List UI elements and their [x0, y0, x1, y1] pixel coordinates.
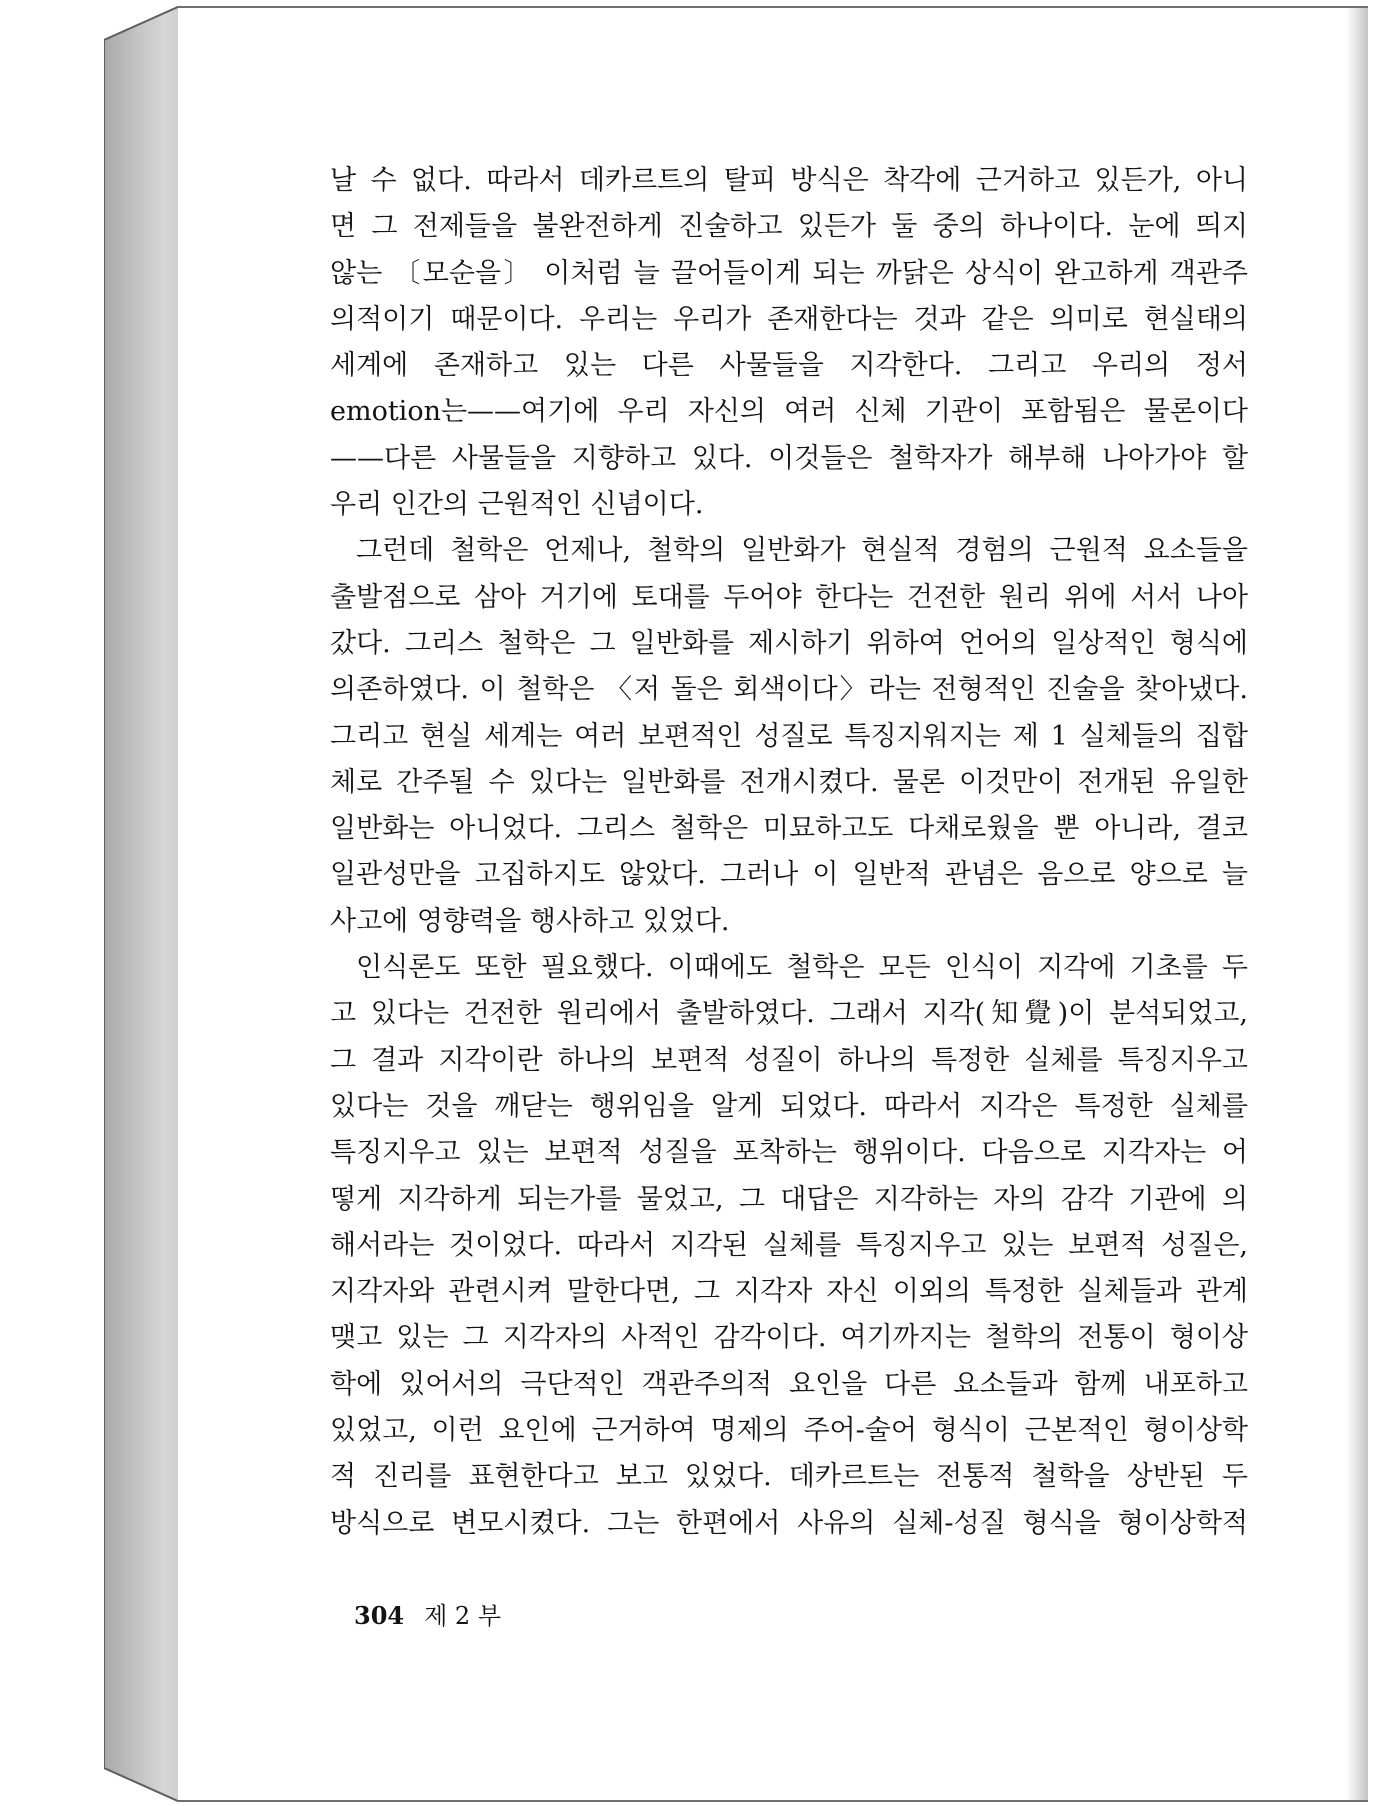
- text-line: 맺고 있는 그 지각자의 사적인 감각이다. 여기까지는 철학의 전통이 형이상: [330, 1322, 1248, 1354]
- book-page: [178, 6, 1368, 1802]
- section-label: 제 2 부: [424, 1602, 502, 1630]
- text-line: 체로 간주될 수 있다는 일반화를 전개시켰다. 물론 이것만이 전개된 유일한: [330, 766, 1248, 798]
- text-line: 있었고, 이런 요인에 근거하여 명제의 주어-술어 형식이 근본적인 형이상학: [330, 1415, 1248, 1447]
- text-line: 날 수 없다. 따라서 데카르트의 탈피 방식은 착각에 근거하고 있든가, 아니: [330, 165, 1248, 196]
- text-line: 그런데 철학은 언제나, 철학의 일반화가 현실적 경험의 근원적 요소들을: [356, 535, 1248, 567]
- page-number: 304: [354, 1601, 405, 1630]
- text-line: ——다른 사물들을 지향하고 있다. 이것들은 철학자가 해부해 나아가야 할: [330, 442, 1248, 474]
- text-line: 지각자와 관련시켜 말한다면, 그 지각자 자신 이외의 특정한 실체들과 관계: [330, 1276, 1248, 1308]
- text-line: emotion는——여기에 우리 자신의 여러 신체 기관이 포함됨은 물론이다: [330, 396, 1248, 428]
- text-line: 세계에 존재하고 있는 다른 사물들을 지각한다. 그리고 우리의 정서: [330, 350, 1248, 382]
- text-line: 특징지우고 있는 보편적 성질을 포착하는 행위이다. 다음으로 지각자는 어: [330, 1137, 1248, 1169]
- text-line: 그리고 현실 세계는 여러 보편적인 성질로 특징지워지는 제 1 실체들의 집합: [330, 720, 1248, 752]
- page-edge-shadow: [1346, 8, 1368, 1800]
- text-line: 면 그 전제들을 불완전하게 진술하고 있든가 둘 중의 하나이다. 눈에 띄지: [330, 211, 1248, 243]
- text-line: 방식으로 변모시켰다. 그는 한편에서 사유의 실체-성질 형식을 형이상학적: [330, 1507, 1248, 1539]
- text-line: 인식론도 또한 필요했다. 이때에도 철학은 모든 인식이 지각에 기초를 두: [356, 952, 1248, 984]
- text-line: 적 진리를 표현한다고 보고 있었다. 데카르트는 전통적 철학을 상반된 두: [330, 1461, 1248, 1493]
- body-text: [330, 158, 1248, 1547]
- text-line: 학에 있어서의 극단적인 객관주의적 요인을 다른 요소들과 함께 내포하고: [330, 1368, 1248, 1400]
- text-line: 고 있다는 건전한 원리에서 출발하였다. 그래서 지각(知覺)이 분석되었고,: [330, 998, 1248, 1030]
- book-spine: [104, 6, 180, 1802]
- text-line: 일관성만을 고집하지도 않았다. 그러나 이 일반적 관념은 음으로 양으로 늘: [330, 859, 1248, 891]
- text-line: 의존하였다. 이 철학은 〈저 돌은 회색이다〉라는 전형적인 진술을 찾아냈다.: [330, 674, 1248, 706]
- text-line: 있다는 것을 깨닫는 행위임을 알게 되었다. 따라서 지각은 특정한 실체를: [330, 1090, 1248, 1122]
- text-line: 사고에 영향력을 행사하고 있었다.: [330, 905, 730, 937]
- text-line: 일반화는 아니었다. 그리스 철학은 미묘하고도 다채로웠을 뿐 아니라, 결코: [330, 813, 1248, 845]
- page-footer: [354, 1596, 501, 1631]
- text-line: 출발점으로 삼아 거기에 토대를 두어야 한다는 건전한 원리 위에 서서 나아: [330, 581, 1248, 613]
- text-line: 않는 〔모순을〕 이처럼 늘 끌어들이게 되는 까닭은 상식이 완고하게 객관주: [330, 257, 1248, 289]
- text-line: 해서라는 것이었다. 따라서 지각된 실체를 특징지우고 있는 보편적 성질은,: [330, 1229, 1248, 1261]
- text-line: 갔다. 그리스 철학은 그 일반화를 제시하기 위하여 언어의 일상적인 형식에: [330, 627, 1248, 659]
- text-line: 우리 인간의 근원적인 신념이다.: [330, 489, 704, 521]
- text-line: 의적이기 때문이다. 우리는 우리가 존재한다는 것과 같은 의미로 현실태의: [330, 303, 1248, 335]
- text-line: 그 결과 지각이란 하나의 보편적 성질이 하나의 특정한 실체를 특징지우고: [330, 1044, 1248, 1076]
- text-line: 떻게 지각하게 되는가를 물었고, 그 대답은 지각하는 자의 감각 기관에 의: [330, 1183, 1248, 1215]
